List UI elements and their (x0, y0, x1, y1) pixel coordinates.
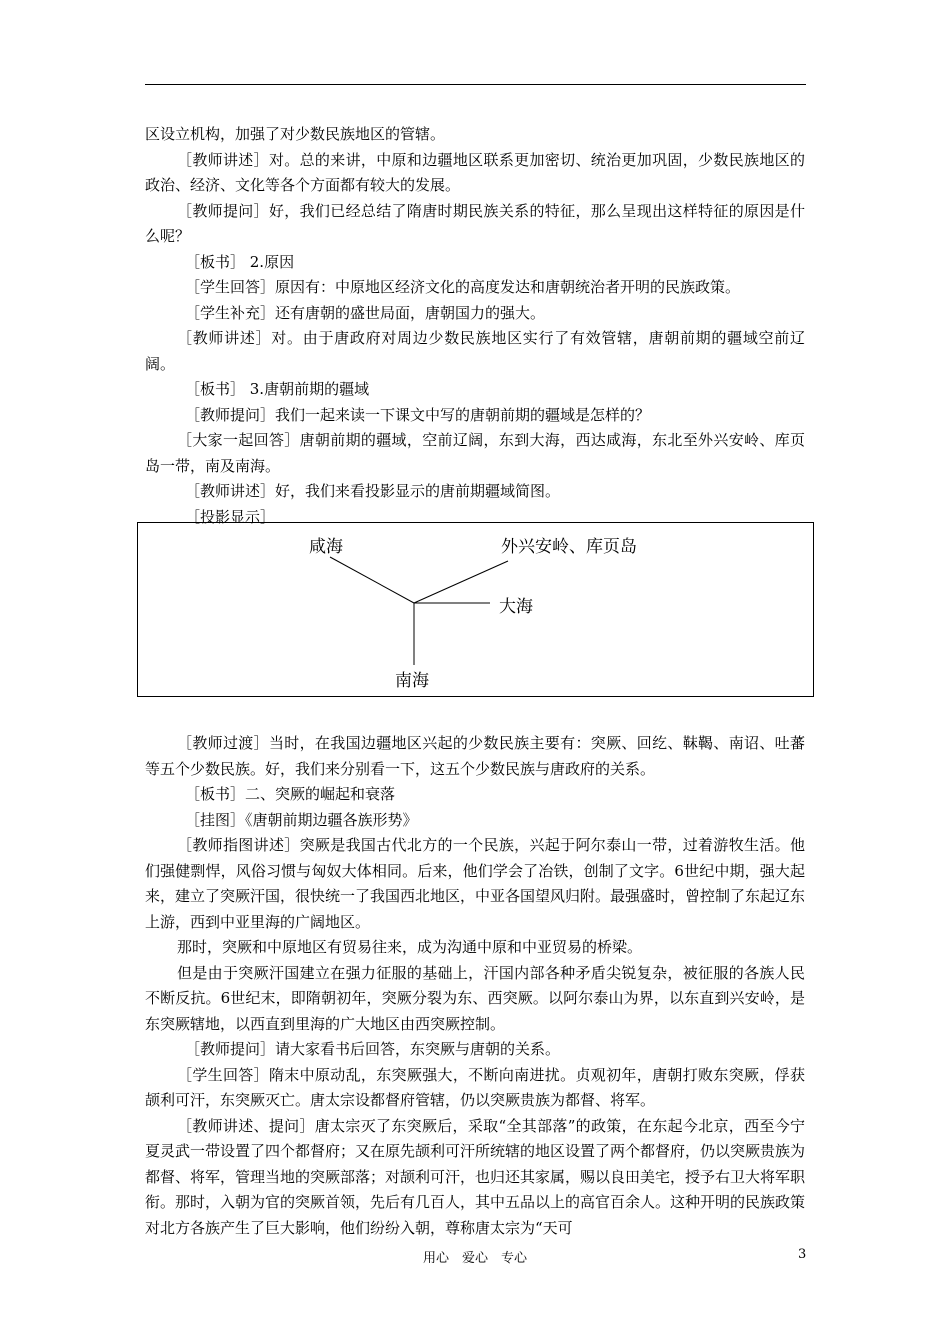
paragraph: ［板书］二、突厥的崛起和衰落 (185, 785, 396, 803)
paragraph: ［教师提问］请大家看书后回答，东突厥与唐朝的关系。 (185, 1040, 561, 1058)
paragraph: ［板书］ 2.原因 (185, 252, 295, 271)
paragraph: ［教师讲述］好，我们来看投影显示的唐前期疆域简图。 (185, 482, 561, 500)
paragraph: ［学生回答］原因有：中原地区经济文化的高度发达和唐朝统治者开明的民族政策。 (185, 278, 741, 296)
paragraph: ［教师讲述］对。总的来讲，中原和边疆地区联系更加密切、统治更加巩固，少数民族地区的政治、经济、文化等各个方面都有较大的发展。 (145, 150, 805, 194)
paragraph: ［挂图］《唐朝前期边疆各族形势》 (185, 810, 418, 829)
paragraph: ［教师提问］好，我们已经总结了隋唐时期民族关系的特征，那么呈现出这样特征的原因是什么呢？ (145, 201, 805, 245)
territory-diagram (137, 522, 814, 697)
territory-diagram-lines (138, 523, 815, 698)
page-number: 3 (798, 1247, 807, 1262)
paragraph: 那时，突厥和中原地区有贸易往来，成为沟通中原和中亚贸易的桥梁。 (177, 938, 643, 956)
paragraph: ［大家一起回答］唐朝前期的疆域，空前辽阔，东到大海，西达咸海，东北至外兴安岭、库页岛一带，南及南海。 (145, 431, 805, 475)
line-northeast (414, 561, 508, 603)
paragraph: ［学生补充］还有唐朝的盛世局面，唐朝国力的强大。 (185, 303, 546, 322)
paragraph: ［教师讲述、提问］唐太宗灭了东突厥后，采取“全其部落”的政策，在东起今北京，西至今宁夏灵武一带设置了四个都督府；又在原先颉利可汗所统辖的地区设置了两个都督府，仍以突厥贵族为都督、将军，管理当地的突厥部落；对颉利可汗，也归还其家属，赐以良田美宅，授予右卫大将军职衔。那时，入朝为官的突厥首领，先后有几百人，其中五品以上的高官百余人。这种开明的民族政策对北方各族产生了巨大影响，他们纷纷入朝，尊称唐太宗为“天可 (145, 1116, 806, 1237)
label-northwest: 咸海 (309, 537, 343, 557)
paragraphs-top (145, 122, 805, 530)
paragraph: ［投影显示］ (185, 507, 276, 526)
label-east: 大海 (499, 597, 533, 617)
paragraphs-bottom (145, 731, 805, 1241)
label-south: 南海 (395, 671, 429, 691)
label-northeast: 外兴安岭、库页岛 (501, 537, 637, 557)
paragraph: ［板书］ 3.唐朝前期的疆域 (185, 380, 370, 398)
line-northwest (330, 557, 414, 603)
header-rule (145, 84, 806, 85)
paragraph: ［学生回答］隋末中原动乱，东突厥强大，不断向南进扰。贞观初年，唐朝打败东突厥，俘获颉利可汗，东突厥灭亡。唐太宗设都督府管辖，仍以突厥贵族为都督、将军。 (145, 1065, 805, 1109)
paragraph: ［教师指图讲述］突厥是我国古代北方的一个民族，兴起于阿尔泰山一带，过着游牧生活。他们强健剽悍，风俗习惯与匈奴大体相同。后来，他们学会了冶铁，创制了文字。6世纪中期，强大起来，建立了突厥汗国，很快统一了我国西北地区，中亚各国望风归附。最强盛时，曾控制了东起辽东上游，西到中亚里海的广阔地区。 (145, 836, 806, 931)
paragraph: 区设立机构，加强了对少数民族地区的管辖。 (145, 125, 446, 143)
paragraph: ［教师讲述］对。由于唐政府对周边少数民族地区实行了有效管辖，唐朝前期的疆域空前辽阔。 (145, 329, 805, 373)
paragraph: ［教师过渡］当时，在我国边疆地区兴起的少数民族主要有：突厥、回纥、靺鞨、南诏、吐蕃等五个少数民族。好，我们来分别看一下，这五个少数民族与唐政府的关系。 (145, 734, 805, 778)
paragraph: 但是由于突厥汗国建立在强力征服的基础上，汗国内部各种矛盾尖锐复杂，被征服的各族人民不断反抗。6世纪末，即隋朝初年，突厥分裂为东、西突厥。以阿尔泰山为界，以东直到兴安岭，是东突厥辖地，以西直到里海的广大地区由西突厥控制。 (145, 963, 805, 1033)
footer-motto: 用心 爱心 专心 (422, 1251, 527, 1266)
paragraph: ［教师提问］我们一起来读一下课文中写的唐朝前期的疆域是怎样的？ (185, 405, 651, 424)
